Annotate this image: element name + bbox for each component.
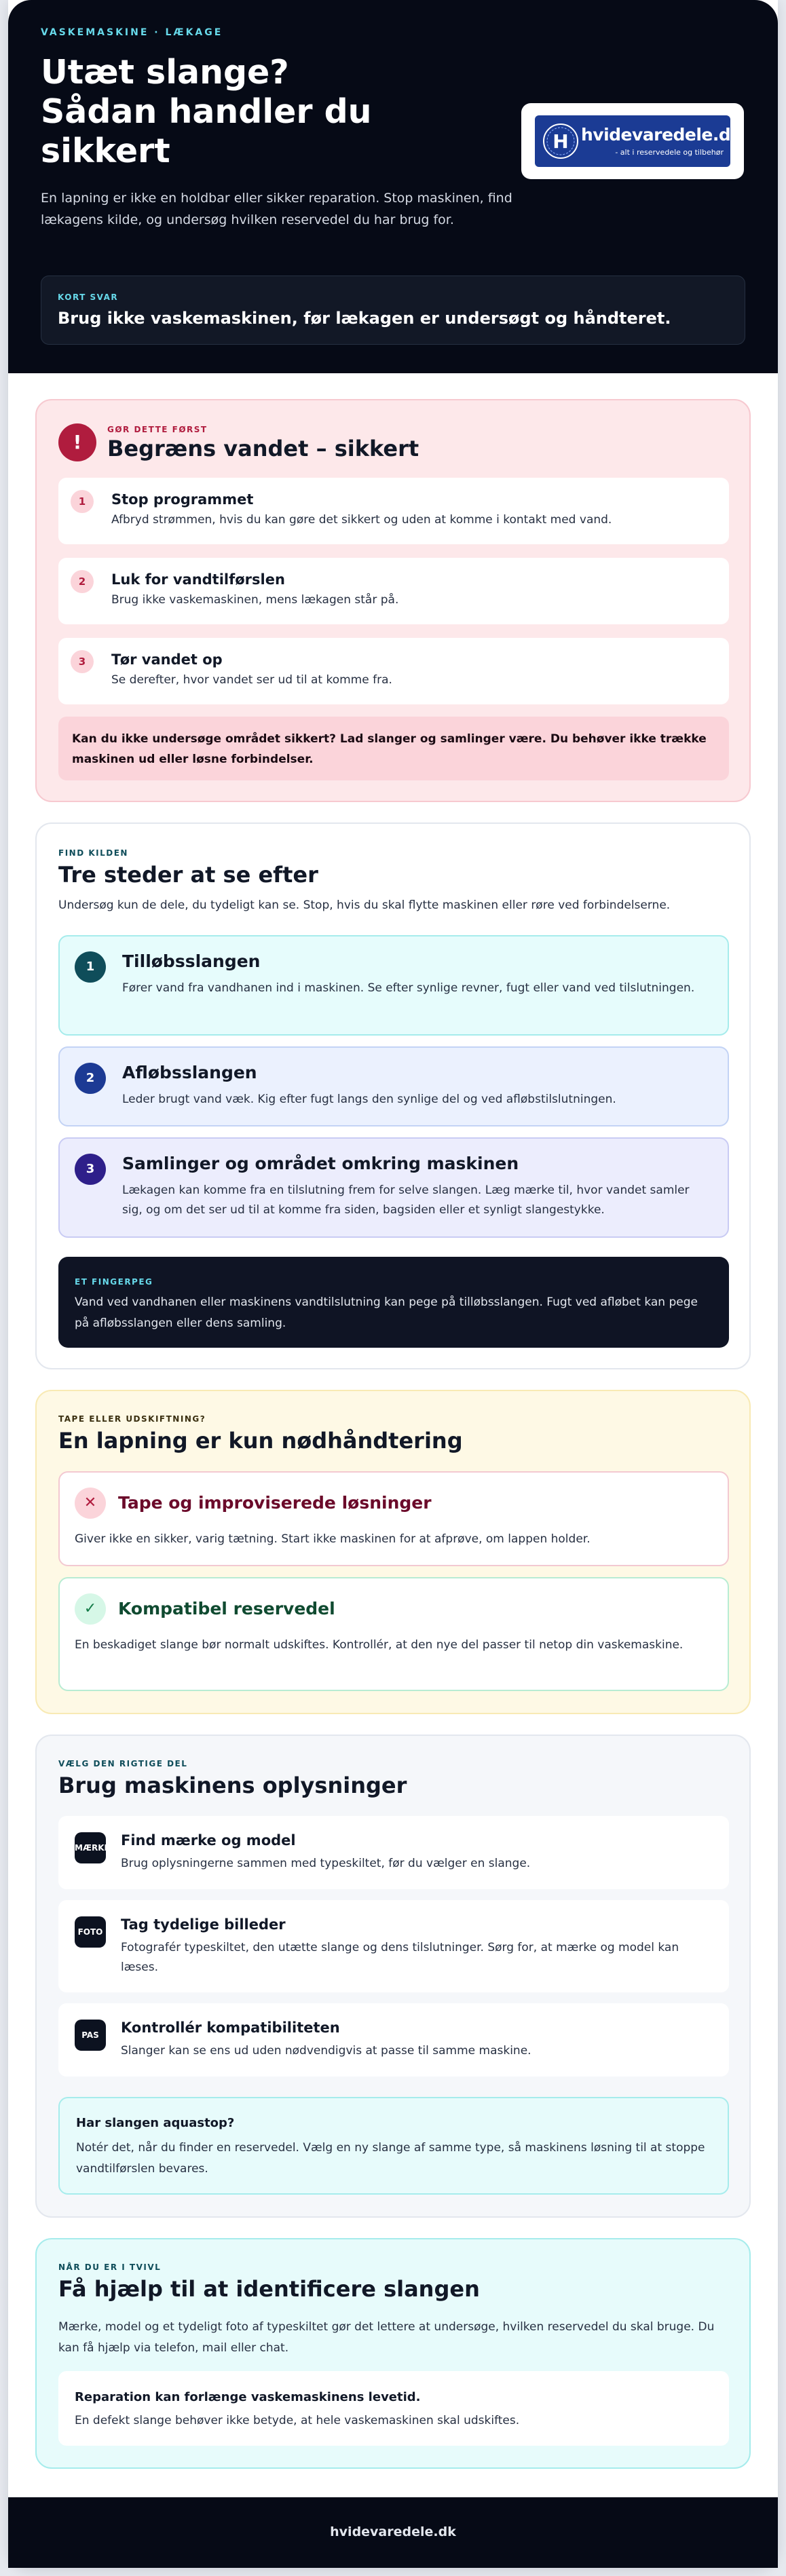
step-text: Fotografér typeskiltet, den utætte slange og dens tilslutninger. Sørg for, at mærke og model kan læses. — [121, 1941, 679, 1974]
source-text: Fører vand fra vandhanen ind i maskinen. Se efter synlige revner, fugt eller vand ved tilslutningen. — [122, 981, 695, 995]
option-text: En beskadiget slange bør normalt udskiftes. Kontrollér, at den nye del passer til netop din vaskemaskine. — [75, 1638, 684, 1652]
source-number-badge: 2 — [75, 1063, 106, 1094]
step-item — [58, 638, 729, 704]
hero-section — [8, 0, 778, 373]
cross-icon: ✕ — [75, 1488, 106, 1519]
find-source-section — [35, 822, 751, 1369]
brand-tag-icon: MÆRKE — [75, 1832, 106, 1863]
tip-box — [58, 1257, 729, 1348]
section-kicker: NÅR DU ER I TVIVL — [58, 2262, 162, 2272]
step-title: Find mærke og model — [121, 1832, 296, 1849]
section-kicker: VÆLG DEN RIGTIGE DEL — [58, 1759, 188, 1768]
limit-water-section — [35, 399, 751, 802]
tip-kicker: ET FINGERPEG — [75, 1277, 153, 1287]
source-title: Samlinger og området omkring maskinen — [122, 1154, 519, 1173]
step-item — [58, 478, 729, 544]
section-title: Tre steder at se efter — [58, 862, 318, 888]
help-section — [35, 2238, 751, 2469]
replacement-option-card — [58, 1577, 729, 1691]
svg-text:H: H — [553, 130, 569, 153]
page — [8, 0, 778, 2568]
source-card — [58, 1137, 729, 1238]
hero-kicker: VASKEMASKINE · LÆKAGE — [41, 27, 223, 38]
title-line-3: sikkert — [41, 132, 170, 170]
step-title: Tag tydelige billeder — [121, 1916, 286, 1933]
aquastop-title: Har slangen aquastop? — [76, 2116, 235, 2130]
step-item — [58, 1900, 729, 1992]
source-number-badge: 1 — [75, 951, 106, 983]
safety-warning: Kan du ikke undersøge området sikkert? Lad slanger og samlinger være. Du behøver ikke trække maskinen ud eller løsne forbindelser. — [58, 717, 729, 780]
step-text: Se derefter, hvor vandet ser ud til at komme fra. — [111, 673, 392, 687]
option-text: Giver ikke en sikker, varig tætning. Start ikke maskinen for at afprøve, om lappen holder. — [75, 1532, 591, 1546]
step-item — [58, 2003, 729, 2077]
section-kicker: GØR DETTE FØRST — [107, 425, 208, 434]
step-item — [58, 1816, 729, 1889]
source-text: Leder brugt vand væk. Kig efter fugt langs den synlige del og ved afløbstilslutningen. — [122, 1093, 616, 1106]
section-title: Begræns vandet – sikkert — [107, 436, 419, 461]
step-item — [58, 558, 729, 624]
note-text: En defekt slange behøver ikke betyde, at hele vaskemaskinen skal udskiftes. — [75, 2414, 520, 2427]
section-title: Få hjælp til at identificere slangen — [58, 2276, 480, 2302]
short-answer-box — [41, 276, 745, 345]
note-title: Reparation kan forlænge vaskemaskinens levetid. — [75, 2390, 421, 2404]
option-title: Tape og improviserede løsninger — [118, 1493, 432, 1513]
photo-tag-icon: FOTO — [75, 1916, 106, 1948]
section-intro: Undersøg kun de dele, du tydeligt kan se. Stop, hvis du skal flytte maskinen eller røre ved forbindelserne. — [58, 898, 671, 912]
step-number-badge: 1 — [71, 490, 94, 513]
page-title — [41, 53, 421, 171]
source-text: Lækagen kan komme fra en tilslutning frem for selve slangen. Læg mærke til, hvor vandet samler sig, og om det ser ud til at komme fra siden, bagsiden eller et synligt slangestykke. — [122, 1183, 690, 1217]
title-line-1: Utæt slange? — [41, 53, 289, 92]
short-answer-kicker: KORT SVAR — [58, 292, 119, 302]
tape-option-card — [58, 1471, 729, 1566]
section-kicker: TAPE ELLER UDSKIFTNING? — [58, 1414, 206, 1424]
step-text: Slanger kan se ens ud uden nødvendigvis at passe til samme maskine. — [121, 2044, 531, 2058]
step-number-badge: 2 — [71, 570, 94, 593]
source-title: Tilløbsslangen — [122, 951, 261, 971]
step-text: Brug oplysningerne sammen med typeskiltet, før du vælger en slange. — [121, 1857, 531, 1870]
footer — [8, 2497, 778, 2568]
step-number-badge: 3 — [71, 650, 94, 673]
title-line-2: Sådan handler du — [41, 92, 372, 131]
aquastop-text: Notér det, når du finder en reservedel. Vælg en ny slange af samme type, så maskinens løsning til at stoppe vandtilførslen bevares. — [76, 2141, 705, 2176]
footer-site-link[interactable]: hvidevaredele.dk — [330, 2524, 456, 2539]
tip-text: Vand ved vandhanen eller maskinens vandtilslutning kan pege på tilløbsslangen. Fugt ved afløbet kan pege på afløbsslangen eller dens samling. — [75, 1295, 698, 1330]
section-kicker: FIND KILDEN — [58, 848, 128, 858]
help-text: Mærke, model og et tydeligt foto af typeskiltet gør det lettere at undersøge, hvilken reservedel du skal bruge. Du kan få hjælp via telefon, mail eller chat. — [58, 2320, 715, 2355]
step-title: Luk for vandtilførslen — [111, 571, 285, 588]
source-card — [58, 1046, 729, 1126]
section-title: En lapning er kun nødhåndtering — [58, 1428, 463, 1454]
step-title: Tør vandet op — [111, 651, 223, 668]
logo-name: hvidevaredele.dk — [581, 125, 742, 145]
source-card — [58, 935, 729, 1036]
step-text: Brug ikke vaskemaskinen, mens lækagen står på. — [111, 593, 399, 607]
lifetime-note — [58, 2371, 729, 2446]
section-title: Brug maskinens oplysninger — [58, 1773, 407, 1798]
logo-h-icon — [542, 122, 580, 160]
fit-tag-icon: PAS — [75, 2020, 106, 2051]
logo-tagline: - alt i reservedele og tilbehør — [615, 148, 724, 157]
tape-or-replace-section — [35, 1390, 751, 1714]
brand-logo[interactable] — [521, 103, 744, 179]
option-title: Kompatibel reservedel — [118, 1599, 335, 1618]
source-number-badge: 3 — [75, 1154, 106, 1185]
check-icon: ✓ — [75, 1593, 106, 1625]
alert-icon: ! — [58, 423, 96, 461]
hero-description: En lapning er ikke en holdbar eller sikker reparation. Stop maskinen, find lækagens kilde, og undersøg hvilken reservedel du har brug for. — [41, 191, 512, 227]
choose-part-section — [35, 1735, 751, 2218]
aquastop-box — [58, 2097, 729, 2195]
step-text: Afbryd strømmen, hvis du kan gøre det sikkert og uden at komme i kontakt med vand. — [111, 513, 612, 527]
source-title: Afløbsslangen — [122, 1063, 257, 1082]
step-title: Stop programmet — [111, 491, 254, 508]
step-title: Kontrollér kompatibiliteten — [121, 2020, 340, 2036]
logo-banner — [535, 115, 742, 167]
short-answer-text: Brug ikke vaskemaskinen, før lækagen er undersøgt og håndteret. — [58, 309, 671, 328]
